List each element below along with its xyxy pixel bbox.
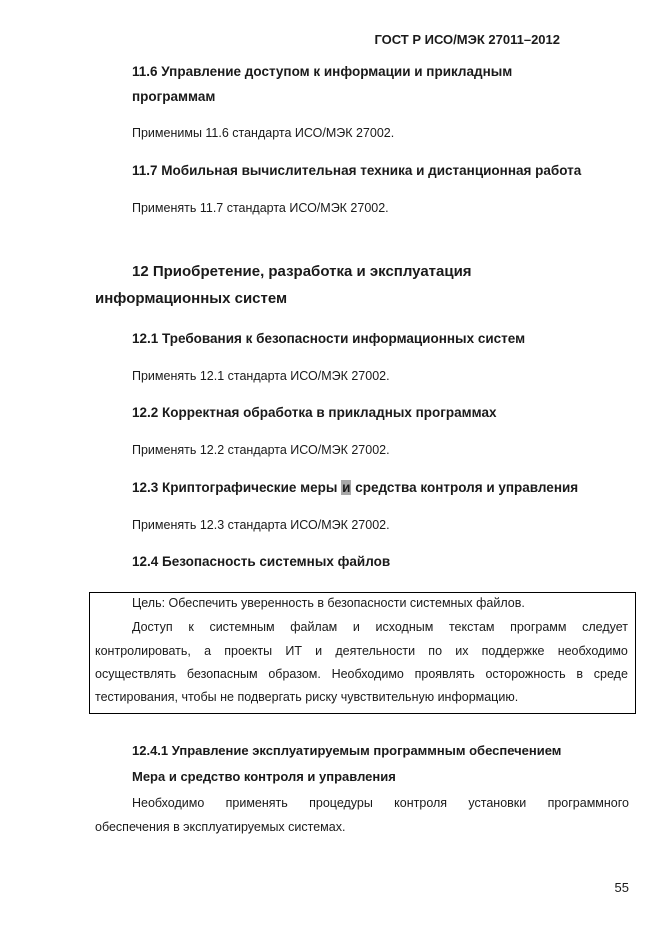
section-12-3-heading (132, 480, 578, 495)
word: к (188, 620, 194, 634)
section-12-1-text: Применять 12.1 стандарта ИСО/МЭК 27002. (132, 369, 390, 383)
word: контролировать, (95, 644, 191, 658)
heading-text-before: 12.3 Криптографические меры (132, 480, 342, 495)
objective-para-line3 (95, 667, 628, 681)
section-12-1-heading: 12.1 Требования к безопасности информационных систем (132, 331, 526, 346)
word: среде (593, 667, 628, 681)
word: проекты (224, 644, 273, 658)
document-code-header: ГОСТ Р ИСО/МЭК 27011–2012 (374, 32, 560, 47)
word: по (428, 644, 443, 658)
word: Доступ (132, 620, 173, 634)
section-12-heading-line2: информационных систем (95, 290, 288, 307)
word: программного (547, 796, 629, 810)
word: текстам (448, 620, 495, 634)
section-12-2-text: Применять 12.2 стандарта ИСО/МЭК 27002. (132, 443, 390, 457)
section-11-7-text: Применять 11.7 стандарта ИСО/МЭК 27002. (132, 201, 389, 215)
section-12-3-text: Применять 12.3 стандарта ИСО/МЭК 27002. (132, 518, 390, 532)
word: Необходимо (132, 796, 205, 810)
word: контроля (394, 796, 448, 810)
section-12-2-heading: 12.2 Корректная обработка в прикладных программах (132, 405, 497, 420)
word: Необходимо (331, 667, 404, 681)
word: их (455, 644, 469, 658)
word: образом. (268, 667, 321, 681)
highlighted-word: и (342, 480, 351, 495)
objective-para-line1 (132, 620, 628, 634)
section-11-6-text: Применимы 11.6 стандарта ИСО/МЭК 27002. (132, 126, 395, 140)
word: необходимо (557, 644, 628, 658)
objective-para-line2 (95, 644, 628, 658)
section-12-4-heading: 12.4 Безопасность системных файлов (132, 554, 391, 569)
control-para-line2: обеспечения в эксплуатируемых системах. (95, 820, 346, 834)
word: установки (468, 796, 527, 810)
section-12-heading-line1: 12 Приобретение, разработка и эксплуатация (132, 263, 472, 280)
word: ИТ (285, 644, 302, 658)
word: и (352, 620, 360, 634)
word: в (576, 667, 584, 681)
word: применять (225, 796, 288, 810)
word: программ (510, 620, 567, 634)
word: поддержке (481, 644, 545, 658)
word: осторожность (485, 667, 566, 681)
objective-box (89, 592, 636, 714)
word: следует (582, 620, 628, 634)
word: безопасным (186, 667, 258, 681)
word: проявлять (414, 667, 475, 681)
section-11-7-heading: 11.7 Мобильная вычислительная техника и дистанционная работа (132, 163, 582, 178)
word: исходным (375, 620, 434, 634)
word: системным (209, 620, 275, 634)
control-subheading: Мера и средство контроля и управления (132, 769, 396, 784)
objective-para-line4: тестирования, чтобы не подвергать риску чувствительную информацию. (95, 690, 519, 704)
word: осуществлять (95, 667, 177, 681)
word: процедуры (309, 796, 373, 810)
word: а (204, 644, 212, 658)
word: и (315, 644, 323, 658)
page-number: 55 (614, 880, 629, 895)
control-para-line1 (132, 796, 629, 810)
word: деятельности (335, 644, 416, 658)
section-11-6-heading-line1: 11.6 Управление доступом к информации и прикладным (132, 64, 513, 79)
objective-goal: Цель: Обеспечить уверенность в безопасности системных файлов. (132, 596, 525, 610)
section-11-6-heading-line2: программам (132, 89, 216, 104)
word: файлам (290, 620, 338, 634)
heading-text-after: средства контроля и управления (351, 480, 579, 495)
section-12-4-1-heading: 12.4.1 Управление эксплуатируемым программным обеспечением (132, 743, 562, 758)
